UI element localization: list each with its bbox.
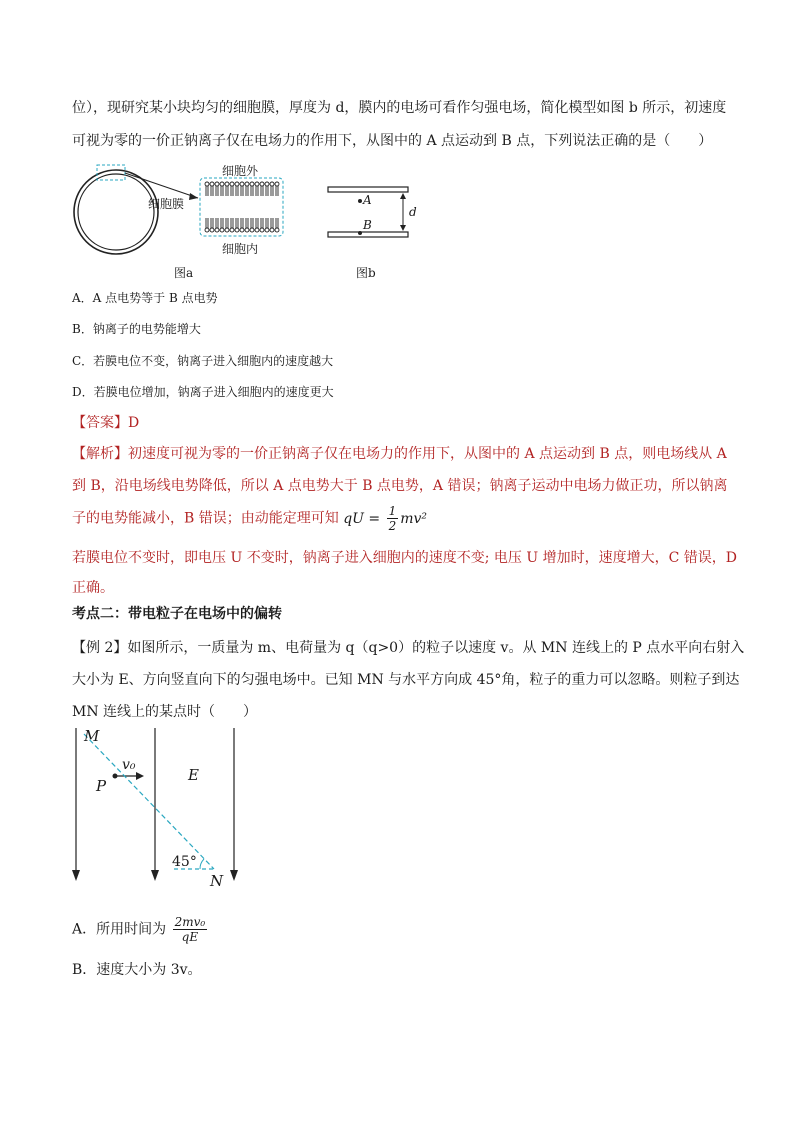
- figure-b-plates: [322, 180, 422, 246]
- lipid-tail: [226, 186, 228, 196]
- q1-stem-line-1: 位），现研究某小块均匀的细胞膜，厚度为 d，膜内的电场可看作匀强电场，简化模型如图 b 所示，初速度: [72, 100, 727, 116]
- lipid-head: [230, 182, 234, 186]
- label-point-m: M: [84, 727, 100, 745]
- figure-electric-field-deflection: [66, 724, 246, 894]
- q1-option-b: B．钠离子的电势能增大: [72, 322, 201, 336]
- fraction-numerator: 1: [388, 504, 397, 518]
- analysis-text-3: 子的电势能减小，B 错误；由动能定理可知: [72, 510, 339, 527]
- lipid-head: [260, 228, 264, 232]
- lipid-tail: [221, 218, 223, 228]
- lipid-tail: [246, 186, 248, 196]
- zoom-arrow-head: [189, 193, 198, 200]
- label-field-e: E: [188, 766, 199, 784]
- lipid-head: [225, 228, 229, 232]
- caption-figure-a: 图a: [174, 266, 194, 280]
- q1-answer: [72, 413, 139, 433]
- zoom-box-large: [200, 178, 283, 236]
- lipid-head: [265, 228, 269, 232]
- lipid-tail: [261, 186, 263, 196]
- figure-a-cell-membrane: [70, 158, 300, 268]
- lipid-tail: [206, 186, 208, 196]
- time-fraction: [173, 915, 208, 944]
- lipid-tail: [216, 218, 218, 228]
- analysis-text-1: 初速度可视为零的一价正钠离子仅在电场力的作用下，从图中的 A 点运动到 B 点，则电场线从 A: [128, 446, 727, 462]
- lipid-tail: [221, 186, 223, 196]
- lipid-tail: [246, 218, 248, 228]
- q1-analysis-line-3: [72, 504, 427, 533]
- lipid-tail: [266, 186, 268, 196]
- label-thickness-d: d: [409, 205, 417, 219]
- lipid-head: [205, 182, 209, 186]
- lipid-head: [210, 228, 214, 232]
- equation-lhs: qU =: [343, 510, 381, 527]
- lipid-head: [215, 182, 219, 186]
- label-velocity-v0: v₀: [122, 757, 136, 773]
- lipid-head: [225, 182, 229, 186]
- answer-tag: 【答案】: [72, 415, 128, 431]
- lipid-tail: [231, 218, 233, 228]
- lipid-tail: [226, 218, 228, 228]
- lipid-tail: [276, 218, 278, 228]
- lipid-head: [235, 228, 239, 232]
- cell-outer-ring: [74, 170, 158, 254]
- lipid-head: [275, 228, 279, 232]
- q1-analysis-line-5: 正确。: [72, 580, 114, 596]
- label-inside-cell: 细胞内: [222, 242, 259, 256]
- lipid-head: [255, 228, 259, 232]
- lipid-tail: [261, 218, 263, 228]
- q2-option-b: B．速度大小为 3v。: [72, 962, 202, 978]
- analysis-tag: 【解析】: [72, 446, 128, 462]
- lipid-head: [275, 182, 279, 186]
- time-fraction-denominator: qE: [181, 930, 199, 944]
- lipid-head: [245, 228, 249, 232]
- angle-arc: [200, 859, 204, 869]
- lipid-head: [215, 228, 219, 232]
- label-outside-cell: 细胞外: [222, 164, 259, 178]
- point-b-dot: [358, 231, 362, 235]
- lipid-tail: [271, 218, 273, 228]
- lipid-tail: [251, 218, 253, 228]
- lipid-head: [220, 228, 224, 232]
- lipid-tail: [231, 186, 233, 196]
- q2-stem-line-1: 【例 2】如图所示，一质量为 m、电荷量为 q（q>0）的粒子以速度 v。从 MN 连线上的 P 点水平向右射入: [72, 640, 745, 656]
- time-fraction-numerator: 2mv₀: [174, 915, 206, 929]
- lipid-head: [235, 182, 239, 186]
- lipid-head: [240, 182, 244, 186]
- point-a-dot: [358, 199, 362, 203]
- lipid-tail: [251, 186, 253, 196]
- energy-equation: [343, 504, 428, 533]
- label-cell-membrane: 细胞膜: [148, 197, 185, 211]
- q1-stem-line-2: 可视为零的一价正钠离子仅在电场力的作用下，从图中的 A 点运动到 B 点，下列说法正确的是（ ）: [72, 133, 713, 149]
- lipid-tail: [236, 186, 238, 196]
- lipid-head: [250, 182, 254, 186]
- lipid-head: [270, 228, 274, 232]
- lipid-head: [260, 182, 264, 186]
- label-point-a: A: [363, 193, 372, 207]
- fraction-denominator: 2: [388, 519, 397, 533]
- lipid-tail: [236, 218, 238, 228]
- lipid-head: [250, 228, 254, 232]
- lipid-tail: [241, 218, 243, 228]
- lipid-head: [245, 182, 249, 186]
- lipid-tail: [211, 186, 213, 196]
- lipid-head: [210, 182, 214, 186]
- lipid-tail: [276, 186, 278, 196]
- cell-inner-ring: [78, 174, 154, 250]
- caption-figure-b: 图b: [356, 266, 376, 280]
- lipid-head: [265, 182, 269, 186]
- q1-analysis-line-1: [72, 444, 727, 464]
- bottom-plate: [328, 232, 408, 237]
- lipid-tail: [211, 218, 213, 228]
- q1-analysis-line-4: 若膜电位不变时，即电压 U 不变时，钠离子进入细胞内的速度不变; 电压 U 增加时，速度增大，C 错误，D: [72, 550, 737, 566]
- mn-dashed-line: [84, 734, 214, 869]
- membrane-bilayer: [205, 182, 279, 232]
- q2-stem-line-2: 大小为 E、方向竖直向下的匀强电场中。已知 MN 与水平方向成 45°角，粒子的重力可以忽略。则粒子到达: [72, 672, 740, 688]
- section-title: 考点二：带电粒子在电场中的偏转: [72, 606, 282, 622]
- q1-option-d: D．若膜电位增加，钠离子进入细胞内的速度更大: [72, 385, 334, 399]
- lipid-head: [270, 182, 274, 186]
- label-point-n: N: [210, 872, 224, 890]
- answer-value: D: [128, 415, 140, 431]
- label-angle-45: 45°: [172, 854, 197, 870]
- q2-option-a-text: A．所用时间为: [72, 921, 167, 938]
- q2-stem-line-3: MN 连线上的某点时（ ）: [72, 704, 258, 720]
- q1-option-c: C．若膜电位不变，钠离子进入细胞内的速度越大: [72, 354, 334, 368]
- lipid-tail: [256, 218, 258, 228]
- lipid-tail: [216, 186, 218, 196]
- q2-option-a: [72, 915, 209, 944]
- lipid-head: [230, 228, 234, 232]
- lipid-tail: [271, 186, 273, 196]
- lipid-head: [205, 228, 209, 232]
- q1-option-a: A．A 点电势等于 B 点电势: [72, 291, 218, 305]
- lipid-head: [240, 228, 244, 232]
- lipid-tail: [206, 218, 208, 228]
- lipid-tail: [241, 186, 243, 196]
- equation-fraction: [387, 504, 399, 533]
- equation-rhs: mv²: [400, 510, 428, 527]
- lipid-head: [255, 182, 259, 186]
- q1-analysis-line-2: 到 B，沿电场线电势降低，所以 A 点电势大于 B 点电势，A 错误；钠离子运动中电场力做正功，所以钠离: [72, 478, 728, 494]
- lipid-tail: [256, 186, 258, 196]
- label-point-b: B: [363, 218, 372, 232]
- point-p-dot: [113, 774, 118, 779]
- label-point-p: P: [96, 777, 107, 795]
- lipid-head: [220, 182, 224, 186]
- top-plate: [328, 187, 408, 192]
- lipid-tail: [266, 218, 268, 228]
